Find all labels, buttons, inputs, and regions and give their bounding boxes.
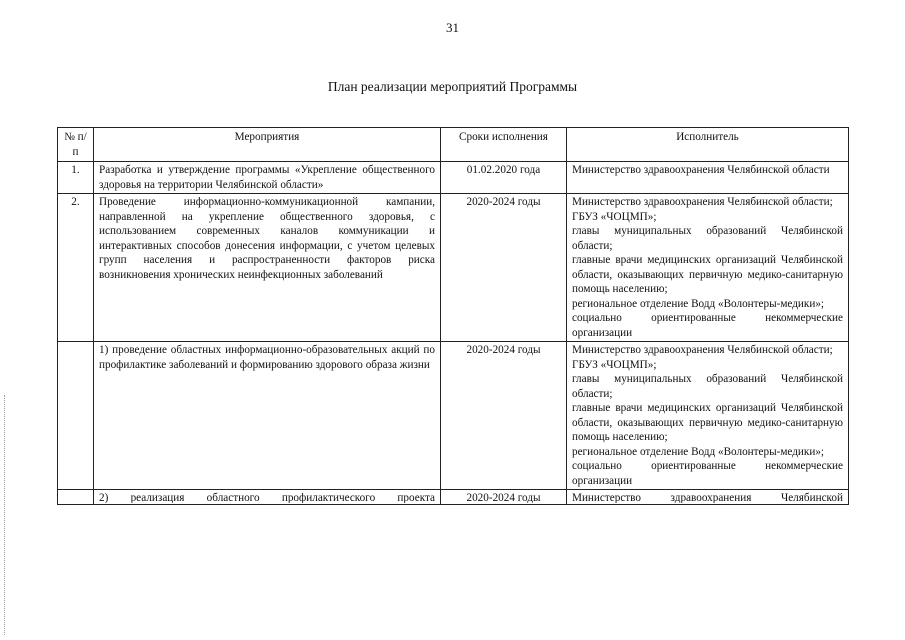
row-executor [567, 490, 849, 505]
row-event [94, 490, 441, 505]
executor-line: Министерство здравоохранения Челябинской области [572, 164, 830, 176]
document-title: План реализации мероприятий Программы [327, 79, 578, 94]
executor-line: ГБУЗ «ЧОЦМП»; [572, 210, 657, 223]
table-header-row [58, 128, 849, 162]
executor-line: региональное отделение Водд «Волонтеры-медики»; [572, 445, 825, 458]
table-row [58, 490, 849, 505]
executor-line: Министерство здравоохранения Челябинской области; [572, 196, 833, 208]
executor-line: региональное отделение Водд «Волонтеры-медики»; [572, 297, 825, 310]
row-event: 1) проведение областных информационно-образовательных акций по профилактике заболеваний и формированию здорового образа жизни [94, 342, 441, 490]
executor-line: ГБУЗ «ЧОЦМП»; [572, 358, 657, 371]
row-event-text: 2) реализация областного профилактического проекта [99, 492, 435, 503]
row-executor [567, 162, 849, 194]
header-term: Сроки исполнения [441, 128, 567, 162]
row-executor [567, 342, 849, 490]
row-term: 2020-2024 годы [441, 194, 567, 342]
table-row [58, 162, 849, 194]
executor-line: Министерство здравоохранения Челябинской области; [572, 344, 833, 356]
row-executor [567, 194, 849, 342]
row-number: 1. [58, 162, 94, 194]
scan-edge-line [4, 395, 5, 635]
table-row [58, 342, 849, 490]
executor-line: главы муниципальных образований Челябинской области; [572, 225, 843, 252]
executor-line: главные врачи медицинских организаций Челябинской области, оказывающих первичную медико-санитарную помощь населению; [572, 254, 843, 295]
executor-line: социально ориентированные некоммерческие организации [572, 312, 843, 339]
plan-table [57, 127, 849, 505]
executor-line: главные врачи медицинских организаций Челябинской области, оказывающих первичную медико-санитарную помощь населению; [572, 402, 843, 443]
row-number [58, 342, 94, 490]
row-number [58, 490, 94, 505]
row-event: Проведение информационно-коммуникационной кампании, направленной на укрепление общественного здоровья, с использованием современных каналов коммуникации и интерактивных способов донесения информации, с учетом целевых групп населения и распространенности факторов риска возникновения хронических неинфекционных заболеваний [94, 194, 441, 342]
header-number: № п/п [58, 128, 94, 162]
executor-line: социально ориентированные некоммерческие организации [572, 460, 843, 487]
header-event: Мероприятия [94, 128, 441, 162]
executor-line: Министерство здравоохранения Челябинской [572, 492, 843, 503]
row-event: Разработка и утверждение программы «Укрепление общественного здоровья на территории Челябинской области» [94, 162, 441, 194]
row-number: 2. [58, 194, 94, 342]
page-number: 31 [446, 20, 459, 35]
row-term [441, 490, 567, 505]
header-executor: Исполнитель [567, 128, 849, 162]
executor-line: главы муниципальных образований Челябинской области; [572, 373, 843, 400]
table-row [58, 194, 849, 342]
row-term: 2020-2024 годы [441, 342, 567, 490]
row-term: 01.02.2020 года [441, 162, 567, 194]
row-term-text: 2020-2024 годы [466, 492, 541, 503]
